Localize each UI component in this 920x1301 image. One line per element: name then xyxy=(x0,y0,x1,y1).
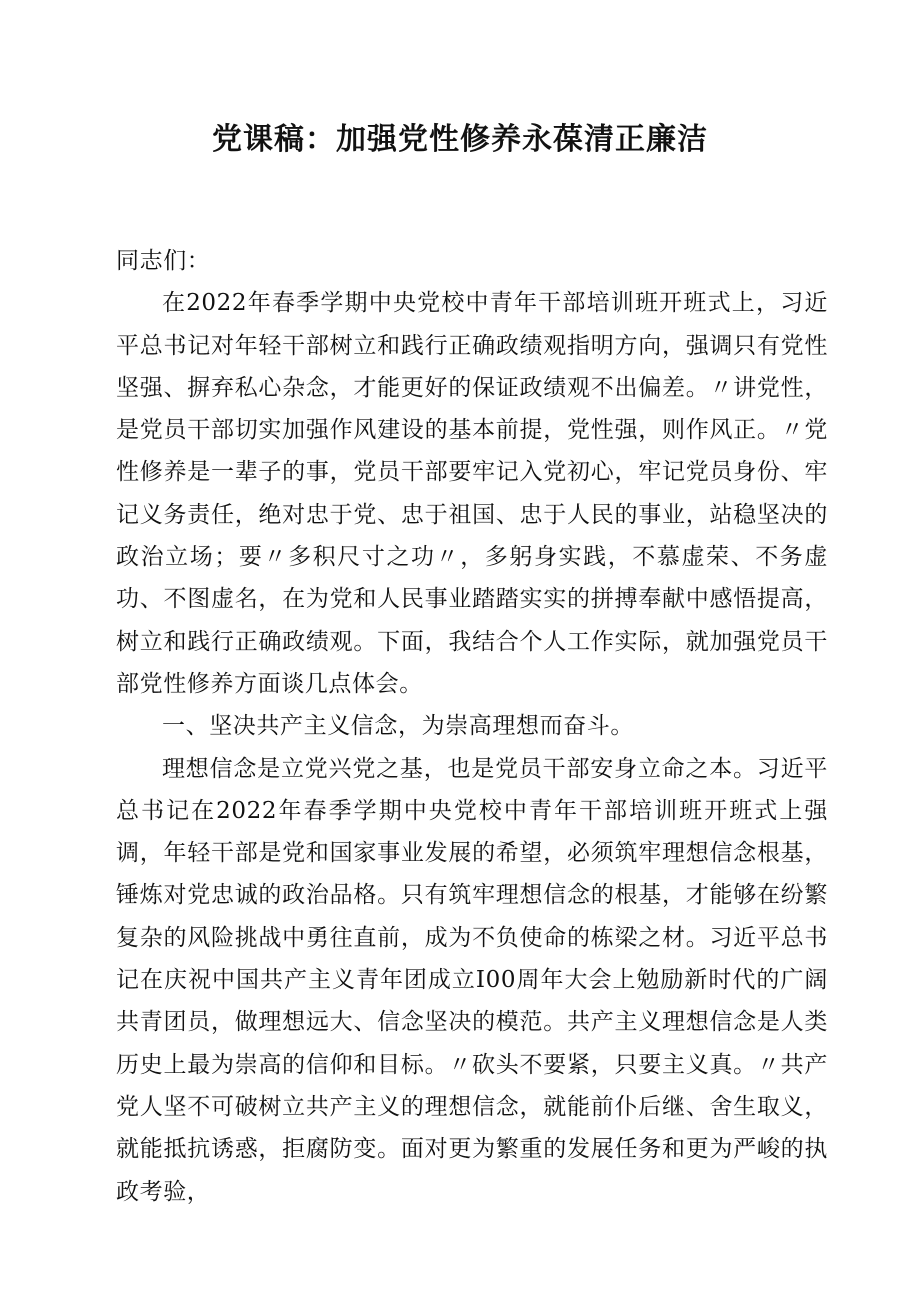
document-body xyxy=(116,240,828,1213)
document-title: 党课稿：加强党性修养永葆清正廉洁 xyxy=(212,122,708,157)
paragraph-intro: 在2022年春季学期中央党校中青年干部培训班开班式上，习近平总书记对年轻干部树立和践行正确政绩观指明方向，强调只有党性坚强、摒弃私心杂念，才能更好的保证政绩观不出偏差。〃讲党性，是党员干部切实加强作风建设的基本前提，党性强，则作风正。〃党性修养是一辈子的事，党员干部要牢记入党初心，牢记党员身份、牢记义务责任，绝对忠于党、忠于祖国、忠于人民的事业，站稳坚决的政治立场；要〃多积尺寸之功〃，多躬身实践，不慕虚荣、不务虚功、不图虚名，在为党和人民事业踏踏实实的拼搏奉献中感悟提高，树立和践行正确政绩观。下面，我结合个人工作实际，就加强党员干部党性修养方面谈几点体会。 xyxy=(116,290,828,697)
salutation: 同志们： xyxy=(116,248,211,274)
section-heading-1: 一、坚决共产主义信念，为崇高理想而奋斗。 xyxy=(162,713,634,740)
paragraph-section-1: 理想信念是立党兴党之基，也是党员干部安身立命之本。习近平总书记在2022年春季学期中央党校中青年干部培训班开班式上强调，年轻干部是党和国家事业发展的希望，必须筑牢理想信念根基，锤炼对党忠诚的政治品格。只有筑牢理想信念的根基，才能够在纷繁复杂的风险挑战中勇往直前，成为不负使命的栋梁之材。习近平总书记在庆祝中国共产主义青年团成立I00周年大会上勉励新时代的广阔共青团员，做理想远大、信念坚决的模范。共产主义理想信念是人类历史上最为崇高的信仰和目标。〃砍头不要紧，只要主义真。〃共产党人坚不可破树立共产主义的理想信念，就能前仆后继、舍生取义，就能抵抗诱惑，拒腐防变。面对更为繁重的发展任务和更为严峻的执政考验， xyxy=(116,755,828,1205)
